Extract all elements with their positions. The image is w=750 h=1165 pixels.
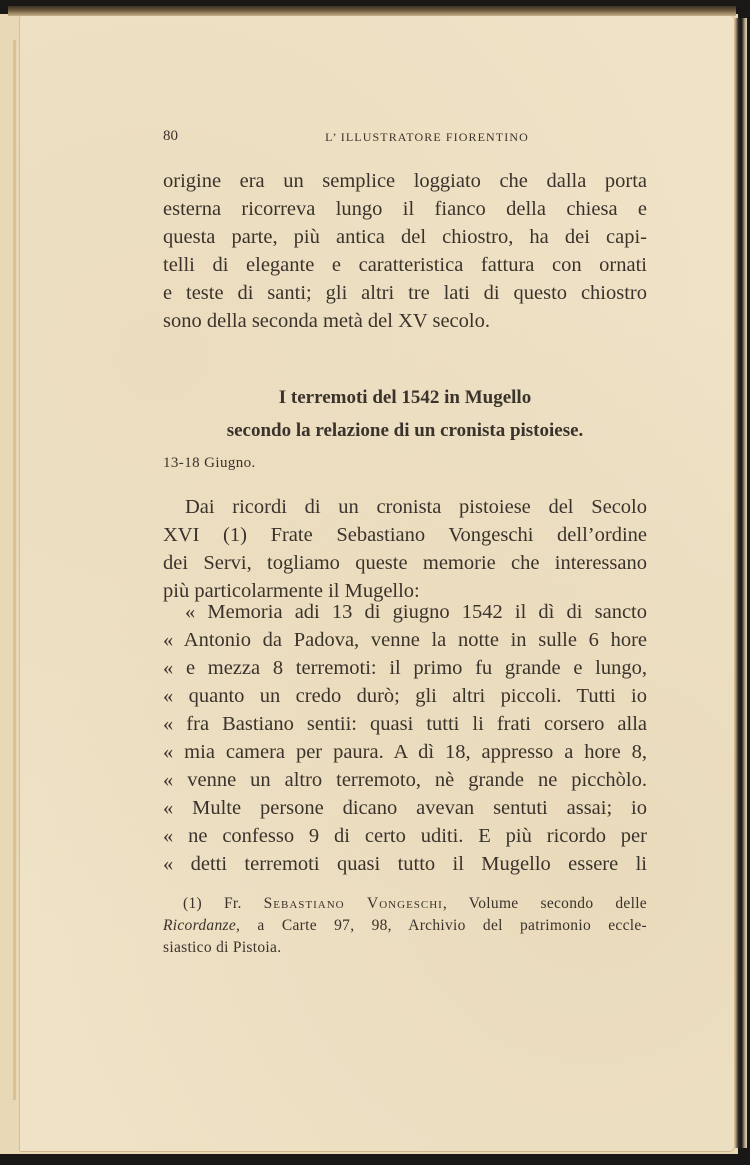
book-top-edge	[8, 6, 736, 16]
paragraph-continuation	[163, 167, 647, 335]
text-line: origine era un semplice loggiato che dalla porta	[163, 170, 647, 192]
footnote-line: siastico di Pistoia.	[163, 939, 282, 956]
quote-line: « Multe persone dicano avevan sentuti assai; io	[163, 797, 647, 819]
footnote-text: , a Carte 97, 98, Archivio del patrimonio eccle-	[236, 917, 647, 934]
quote-line: « venne un altro terremoto, nè grande ne picchòlo.	[163, 769, 647, 791]
footnote-marker: (1) Fr.	[183, 895, 242, 912]
intro-paragraph	[163, 493, 647, 605]
text-line: dei Servi, togliamo queste memorie che interessano	[163, 552, 647, 574]
dateline: 13-18 Giugno.	[163, 455, 256, 471]
book-binding-edge	[735, 18, 747, 1148]
text-line: XVI (1) Frate Sebastiano Vongeschi dell’ordine	[163, 524, 647, 546]
page-number: 80	[163, 128, 178, 144]
quote-line: « Antonio da Padova, venne la notte in sulle 6 hore	[163, 629, 647, 651]
footnote-author: Sebastiano Vongeschi	[263, 895, 443, 912]
page-fold-line	[13, 40, 16, 1100]
running-title: L’ ILLUSTRATORE FIORENTINO	[325, 130, 529, 144]
quote-line: « Memoria adi 13 di giugno 1542 il dì di sancto	[185, 601, 647, 623]
quote-line: « ne confesso 9 di certo uditi. E più ricordo per	[163, 825, 647, 847]
quote-line: « fra Bastiano sentii: quasi tutti li frati corsero alla	[163, 713, 647, 735]
quote-line: « mia camera per paura. A dì 18, appresso a hore 8,	[163, 741, 647, 763]
article-title: I terremoti del 1542 in Mugello	[278, 387, 532, 408]
text-line: Dai ricordi di un cronista pistoiese del Secolo	[185, 496, 647, 518]
running-head	[163, 128, 673, 148]
text-line: telli di elegante e caratteristica fattura con ornati	[163, 254, 647, 276]
quotation-block	[163, 598, 647, 878]
text-line: questa parte, più antica del chiostro, ha dei capi-	[163, 226, 647, 248]
quote-line: « quanto un credo durò; gli altri piccoli. Tutti io	[163, 685, 647, 707]
text-line: e teste di santi; gli altri tre lati di questo chiostro	[163, 282, 647, 304]
text-line: sono della seconda metà del XV secolo.	[163, 310, 490, 332]
quote-line: « e mezza 8 terremoti: il primo fu grande e lungo,	[163, 657, 647, 679]
quote-line: « detti terremoti quasi tutto il Mugello essere li	[163, 853, 647, 875]
text-line: più particolarmente il Mugello:	[163, 580, 420, 602]
footnote-text: , Volume secondo delle	[442, 895, 647, 912]
footnote-line	[163, 915, 647, 937]
article-subtitle: secondo la relazione di un cronista pistoiese.	[226, 420, 584, 441]
footnote-work-title: Ricordanze	[163, 917, 237, 934]
text-line: esterna ricorreva lungo il fianco della chiesa e	[163, 198, 647, 220]
footnote	[163, 893, 647, 959]
footnote-line	[163, 893, 647, 915]
